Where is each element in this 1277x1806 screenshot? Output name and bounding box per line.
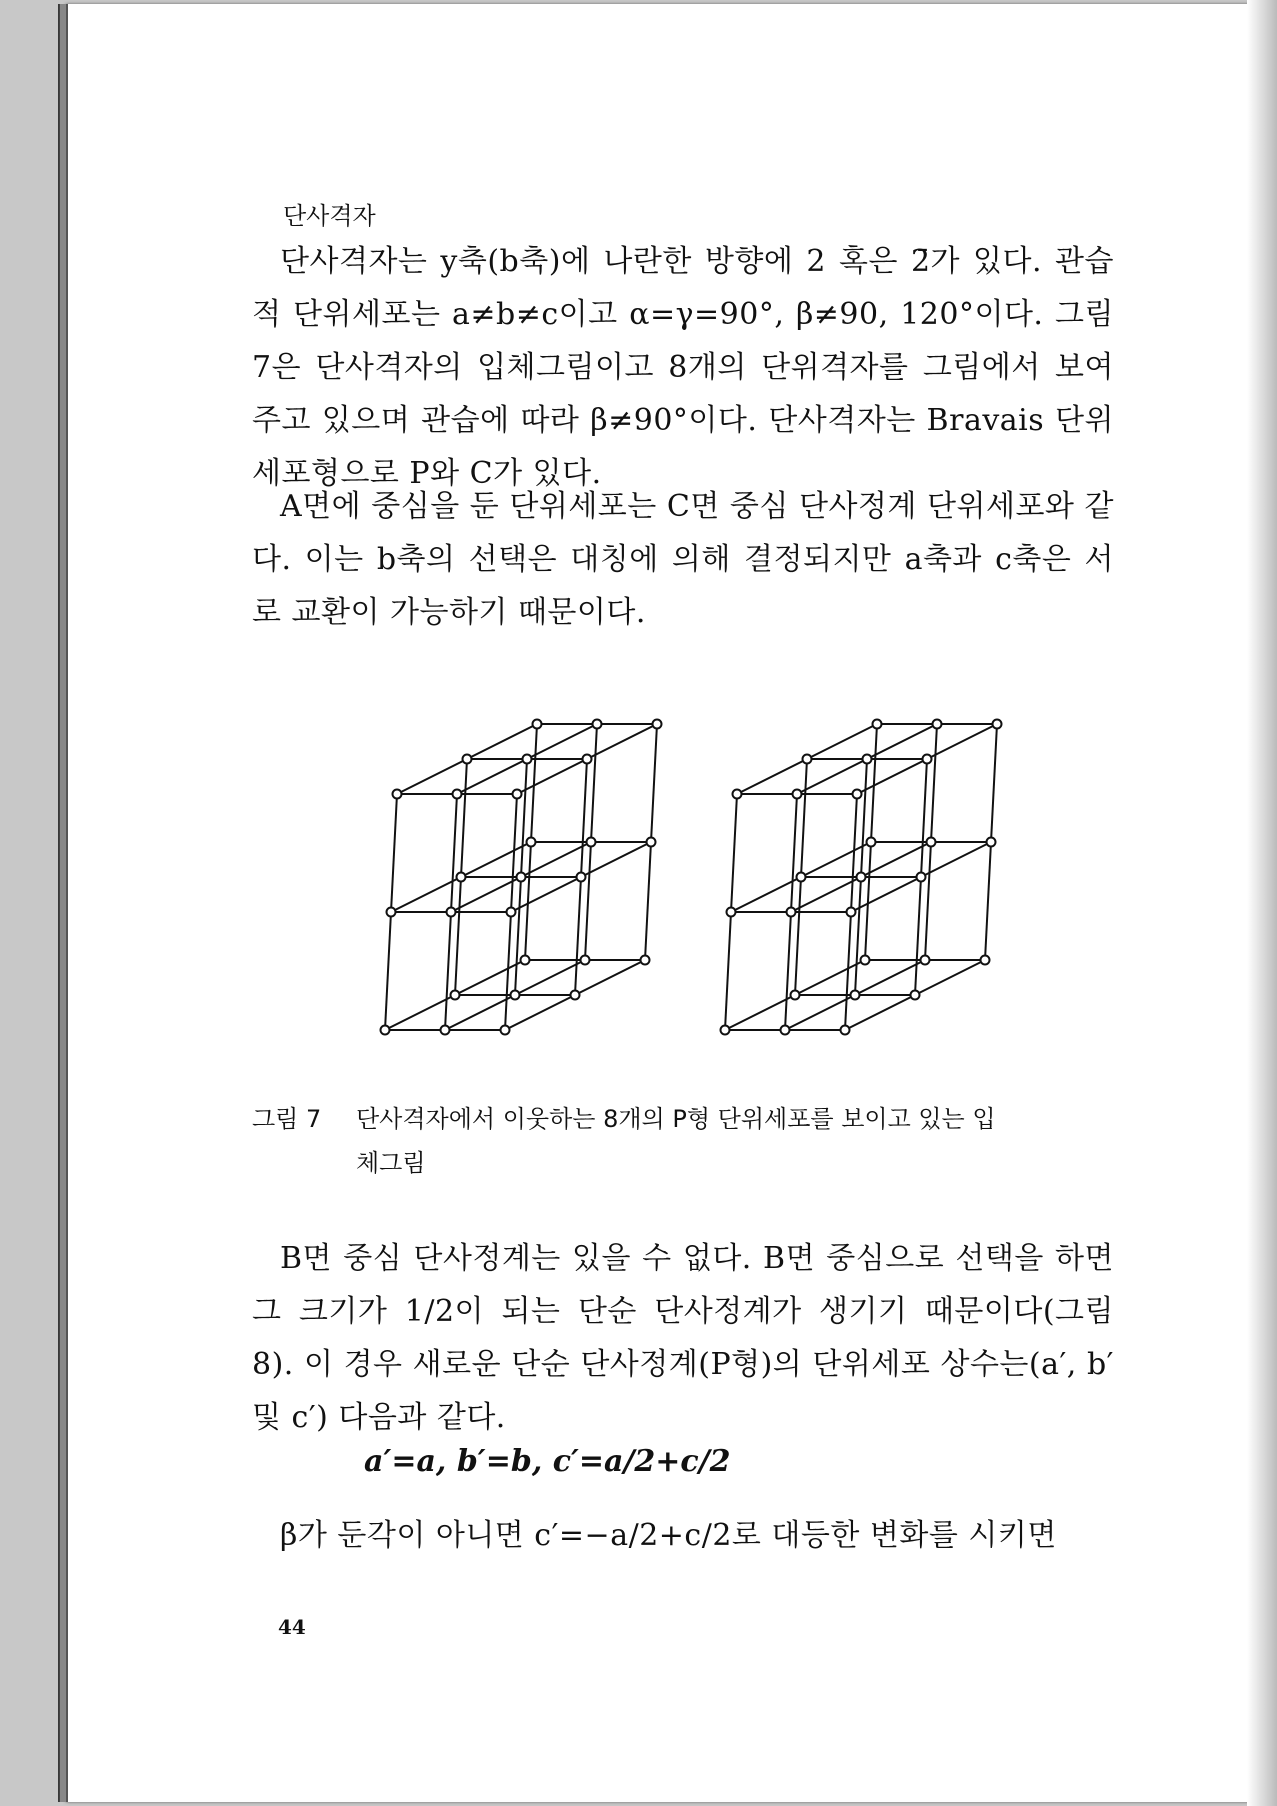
formula: a′=a, b′=b, c′=a/2+c/2	[364, 1444, 731, 1479]
caption-text-continued: 체그림	[356, 1149, 426, 1177]
section-title: 단사격자	[283, 202, 376, 230]
lattice-edge	[801, 759, 807, 877]
lattice-point	[533, 720, 542, 729]
lattice-point	[733, 790, 742, 799]
lattice-point	[381, 1026, 390, 1035]
lattice-point	[511, 991, 520, 1000]
lattice-edge	[525, 842, 531, 960]
lattice-point	[581, 956, 590, 965]
lattice-point	[797, 873, 806, 882]
lattice-point	[847, 908, 856, 917]
lattice-edge	[845, 912, 851, 1030]
lattice-edge	[795, 877, 801, 995]
lattice-point	[911, 991, 920, 1000]
lattice-point	[571, 991, 580, 1000]
lattice-point	[521, 956, 530, 965]
lattice-point	[867, 838, 876, 847]
lattice-point	[517, 873, 526, 882]
paragraph-3-text: B면 중심 단사정계는 있을 수 없다. B면 중심으로 선택을 하면 그 크기가 1/2이 되는 단순 단사정계가 생기기 때문이다(그림 8). 이 경우 새로운 단순 단사정계(P형)의 단위세포 상수는(a′, b′ 및 c′) 다음과 같다.	[252, 1241, 1114, 1435]
lattice-edge	[385, 912, 391, 1030]
lattice-point	[927, 838, 936, 847]
page-number: 44	[278, 1615, 306, 1639]
book-spine	[58, 4, 66, 1802]
paragraph-1-text: 단사격자는 y축(b축)에 나란한 방향에 2 혹은 2̄가 있다. 관습적 단위세포는 a≠b≠c이고 α=γ=90°, β≠90, 120°이다. 그림 7은 단사격자의 입체그림이고 8개의 단위격자를 그림에서 보여주고 있으며 관습에 따라 β≠90°이다. 단사격자는 Bravais 단위세포형으로 P와 C가 있다.	[252, 244, 1114, 491]
paragraph-1	[252, 235, 1114, 500]
lattice-point	[803, 755, 812, 764]
lattice-edge	[871, 724, 877, 842]
lattice-edge	[645, 842, 651, 960]
lattice-point	[441, 1026, 450, 1035]
lattice-edge	[925, 842, 931, 960]
lattice-edge	[921, 759, 927, 877]
lattice-edge	[785, 912, 791, 1030]
lattice-point	[853, 790, 862, 799]
lattice-edge	[651, 724, 657, 842]
lattice-point	[981, 956, 990, 965]
lattice-point	[583, 755, 592, 764]
lattice-point	[787, 908, 796, 917]
caption-text: 단사격자에서 이웃하는 8개의 P형 단위세포를 보이고 있는 입	[356, 1105, 996, 1133]
lattice-edge	[861, 759, 867, 877]
lattice-point	[501, 1026, 510, 1035]
lattice-point	[791, 991, 800, 1000]
lattice-point	[457, 873, 466, 882]
lattice-edge	[731, 794, 737, 912]
lattice-edge	[591, 724, 597, 842]
lattice-point	[917, 873, 926, 882]
page-edge	[1247, 0, 1277, 1806]
paragraph-4	[252, 1509, 1114, 1562]
lattice-edge	[915, 877, 921, 995]
lattice-point	[393, 790, 402, 799]
paragraph-3	[252, 1232, 1114, 1444]
lattice-point	[933, 720, 942, 729]
lattice-point	[721, 1026, 730, 1035]
lattice-point	[727, 908, 736, 917]
lattice-point	[453, 790, 462, 799]
lattice-edge	[521, 759, 527, 877]
paragraph-4-text: β가 둔각이 아니면 c′=−a/2+c/2로 대등한 변화를 시키면	[280, 1518, 1057, 1553]
lattice-point	[987, 838, 996, 847]
lattice-point	[861, 956, 870, 965]
lattice-edge	[855, 877, 861, 995]
lattice-edge	[575, 877, 581, 995]
lattice-drawing-right	[721, 720, 1002, 1035]
lattice-edge	[391, 794, 397, 912]
lattice-point	[527, 838, 536, 847]
lattice-point	[463, 755, 472, 764]
caption-label: 그림 7	[252, 1105, 322, 1133]
lattice-point	[857, 873, 866, 882]
lattice-edge	[461, 759, 467, 877]
lattice-point	[641, 956, 650, 965]
paragraph-2-text: A면에 중심을 둔 단위세포는 C면 중심 단사정계 단위세포와 같다. 이는 b축의 선택은 대칭에 의해 결정되지만 a축과 c축은 서로 교환이 가능하기 때문이다.	[252, 489, 1114, 630]
lattice-point	[653, 720, 662, 729]
lattice-edge	[581, 759, 587, 877]
lattice-edge	[931, 724, 937, 842]
lattice-drawing-left	[381, 720, 662, 1035]
lattice-edge	[851, 794, 857, 912]
lattice-edge	[985, 842, 991, 960]
lattice-edge	[725, 912, 731, 1030]
lattice-point	[923, 755, 932, 764]
lattice-point	[863, 755, 872, 764]
lattice-point	[993, 720, 1002, 729]
lattice-point	[577, 873, 586, 882]
lattice-edge	[991, 724, 997, 842]
lattice-point	[873, 720, 882, 729]
lattice-point	[507, 908, 516, 917]
monoclinic-lattice-figure	[360, 670, 1020, 1050]
lattice-point	[781, 1026, 790, 1035]
lattice-point	[387, 908, 396, 917]
lattice-edge	[791, 794, 797, 912]
lattice-point	[851, 991, 860, 1000]
lattice-point	[451, 991, 460, 1000]
lattice-point	[523, 755, 532, 764]
lattice-point	[647, 838, 656, 847]
figure-caption	[252, 1097, 1122, 1185]
lattice-point	[447, 908, 456, 917]
lattice-point	[841, 1026, 850, 1035]
lattice-point	[793, 790, 802, 799]
lattice-edge	[451, 794, 457, 912]
lattice-edge	[455, 877, 461, 995]
lattice-edge	[505, 912, 511, 1030]
lattice-edge	[865, 842, 871, 960]
lattice-point	[921, 956, 930, 965]
lattice-point	[587, 838, 596, 847]
lattice-point	[513, 790, 522, 799]
lattice-edge	[585, 842, 591, 960]
lattice-point	[593, 720, 602, 729]
paragraph-2	[252, 480, 1114, 639]
lattice-edge	[515, 877, 521, 995]
lattice-edge	[511, 794, 517, 912]
lattice-edge	[531, 724, 537, 842]
lattice-edge	[445, 912, 451, 1030]
